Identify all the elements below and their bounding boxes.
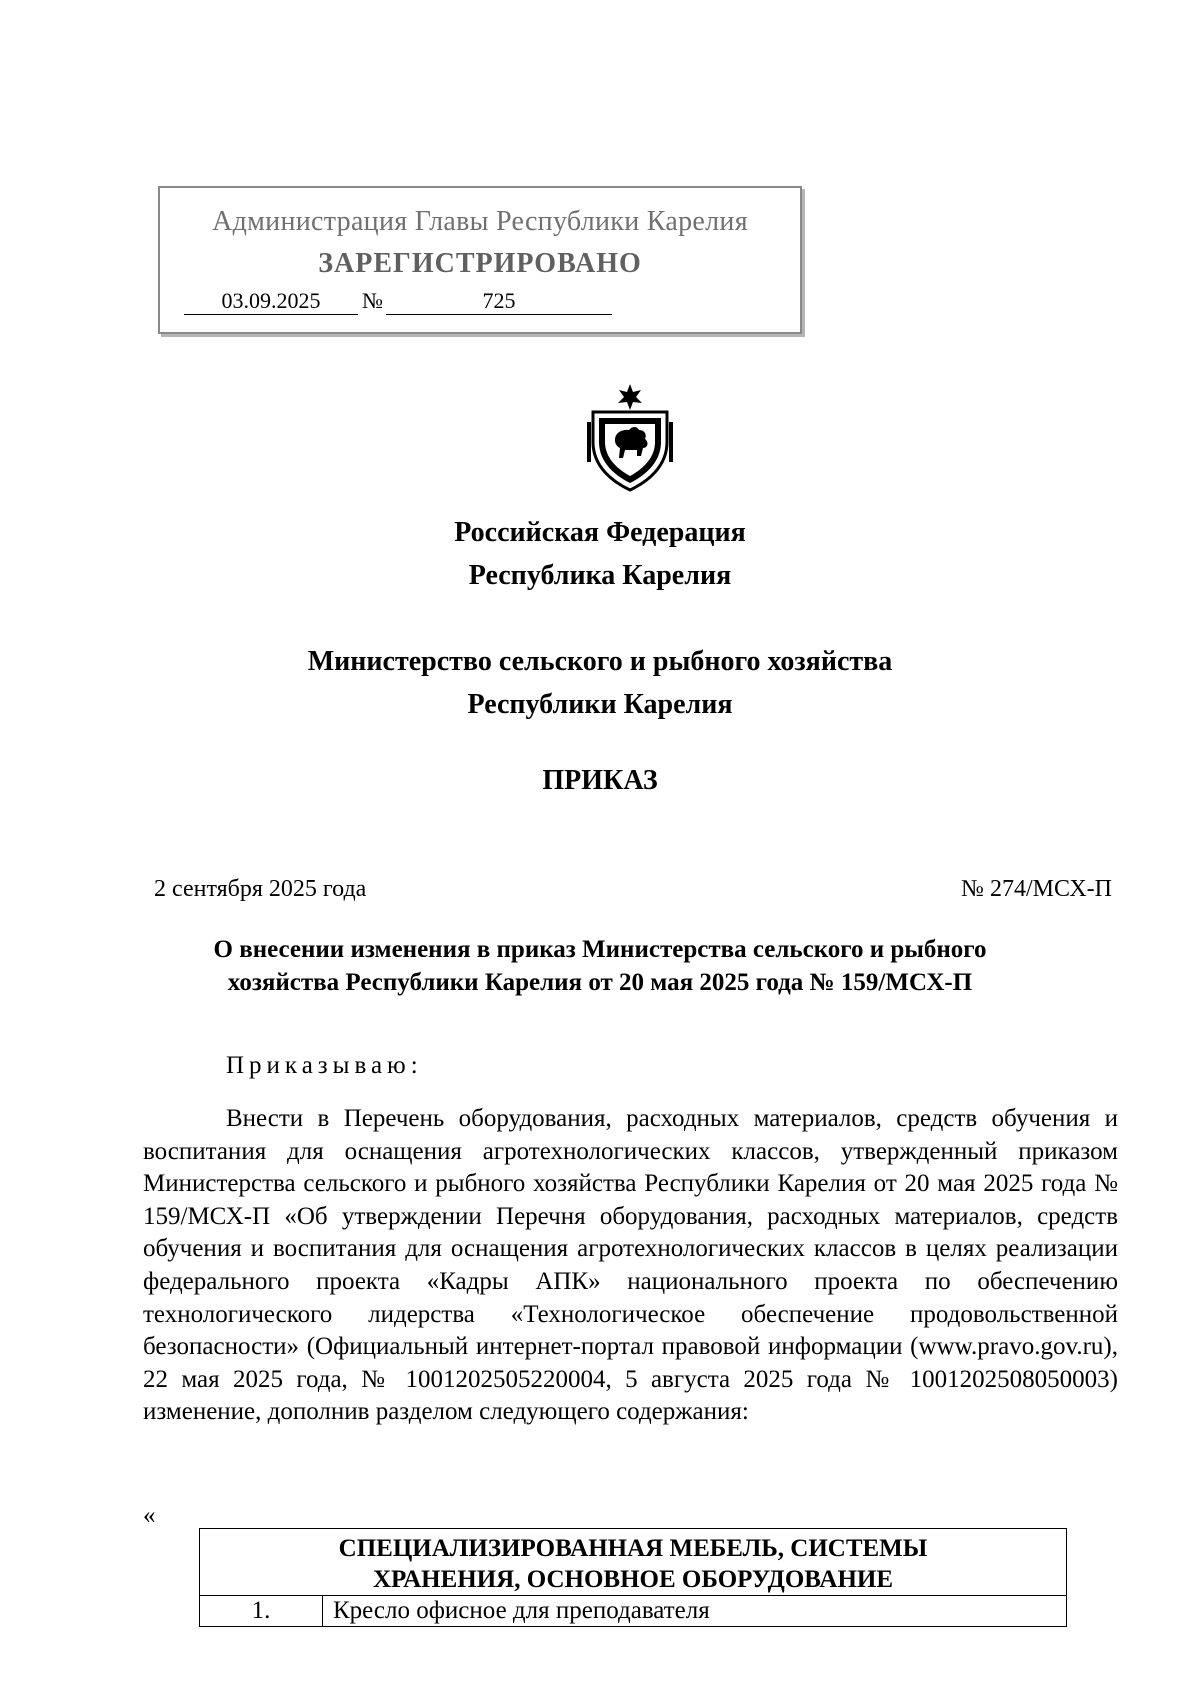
document-type: ПРИКАЗ bbox=[542, 765, 658, 796]
stamp-number-sign: № bbox=[362, 288, 383, 313]
header-ministry-line1: Министерство сельского и рыбного хозяйства bbox=[307, 646, 893, 677]
section-title bbox=[200, 1529, 1067, 1596]
header-region: Республика Карелия bbox=[468, 560, 732, 591]
row-name: Кресло офисное для преподавателя bbox=[323, 1596, 1067, 1627]
order-word: Приказываю: bbox=[226, 1052, 423, 1079]
stamp-status: ЗАРЕГИСТРИРОВАНО bbox=[318, 248, 642, 279]
stamp-date: 03.09.2025 bbox=[184, 288, 358, 315]
opening-quote: « bbox=[143, 1502, 156, 1529]
equipment-table bbox=[199, 1528, 1067, 1627]
row-number: 1. bbox=[200, 1596, 323, 1627]
table-row bbox=[200, 1596, 1067, 1627]
subject-line-1: О внесении изменения в приказ Министерства сельского и рыбного bbox=[213, 936, 987, 963]
karelia-coat-of-arms-icon bbox=[585, 382, 675, 492]
table-section-header bbox=[200, 1529, 1067, 1596]
document-date: 2 сентября 2025 года bbox=[154, 876, 367, 902]
section-title-line-1: СПЕЦИАЛИЗИРОВАННАЯ МЕБЕЛЬ, СИСТЕМЫ bbox=[338, 1535, 928, 1562]
registration-stamp bbox=[158, 186, 802, 334]
subject-line-2: хозяйства Республики Карелия от 20 мая 2025 года № 159/МСХ-П bbox=[227, 969, 973, 996]
stamp-number: 725 bbox=[386, 288, 612, 315]
document-number: № 274/МСХ-П bbox=[961, 876, 1112, 902]
header-country: Российская Федерация bbox=[454, 517, 746, 548]
body-paragraph: Внести в Перечень оборудования, расходных материалов, средств обучения и воспитания для оснащения агротехнологических классов, утвержденный приказом Министерства сельского и рыбного хозяйства Республики Карелия от 20 мая 2025 года № 159/МСХ-П «Об утверждении Перечня оборудования, расходных материалов, средств обучения и воспитания для оснащения агротехнологических классов в целях реализации федерального проекта «Кадры АПК» национального проекта по обеспечению технологического лидерства «Технологическое обеспечение продовольственной безопасности» (Официальный интернет-портал правовой информации (www.pravo.gov.ru), 22 мая 2025 года, № 1001202505220004, 5 августа 2025 года № 1001202508050003) изменение, дополнив разделом следующего содержания: bbox=[143, 1105, 1118, 1426]
stamp-organization: Администрация Главы Республики Карелия bbox=[212, 206, 748, 237]
section-title-line-2: ХРАНЕНИЯ, ОСНОВНОЕ ОБОРУДОВАНИЕ bbox=[372, 1566, 894, 1593]
header-ministry-line2: Республики Карелия bbox=[467, 689, 733, 720]
document-subject bbox=[120, 933, 1080, 999]
